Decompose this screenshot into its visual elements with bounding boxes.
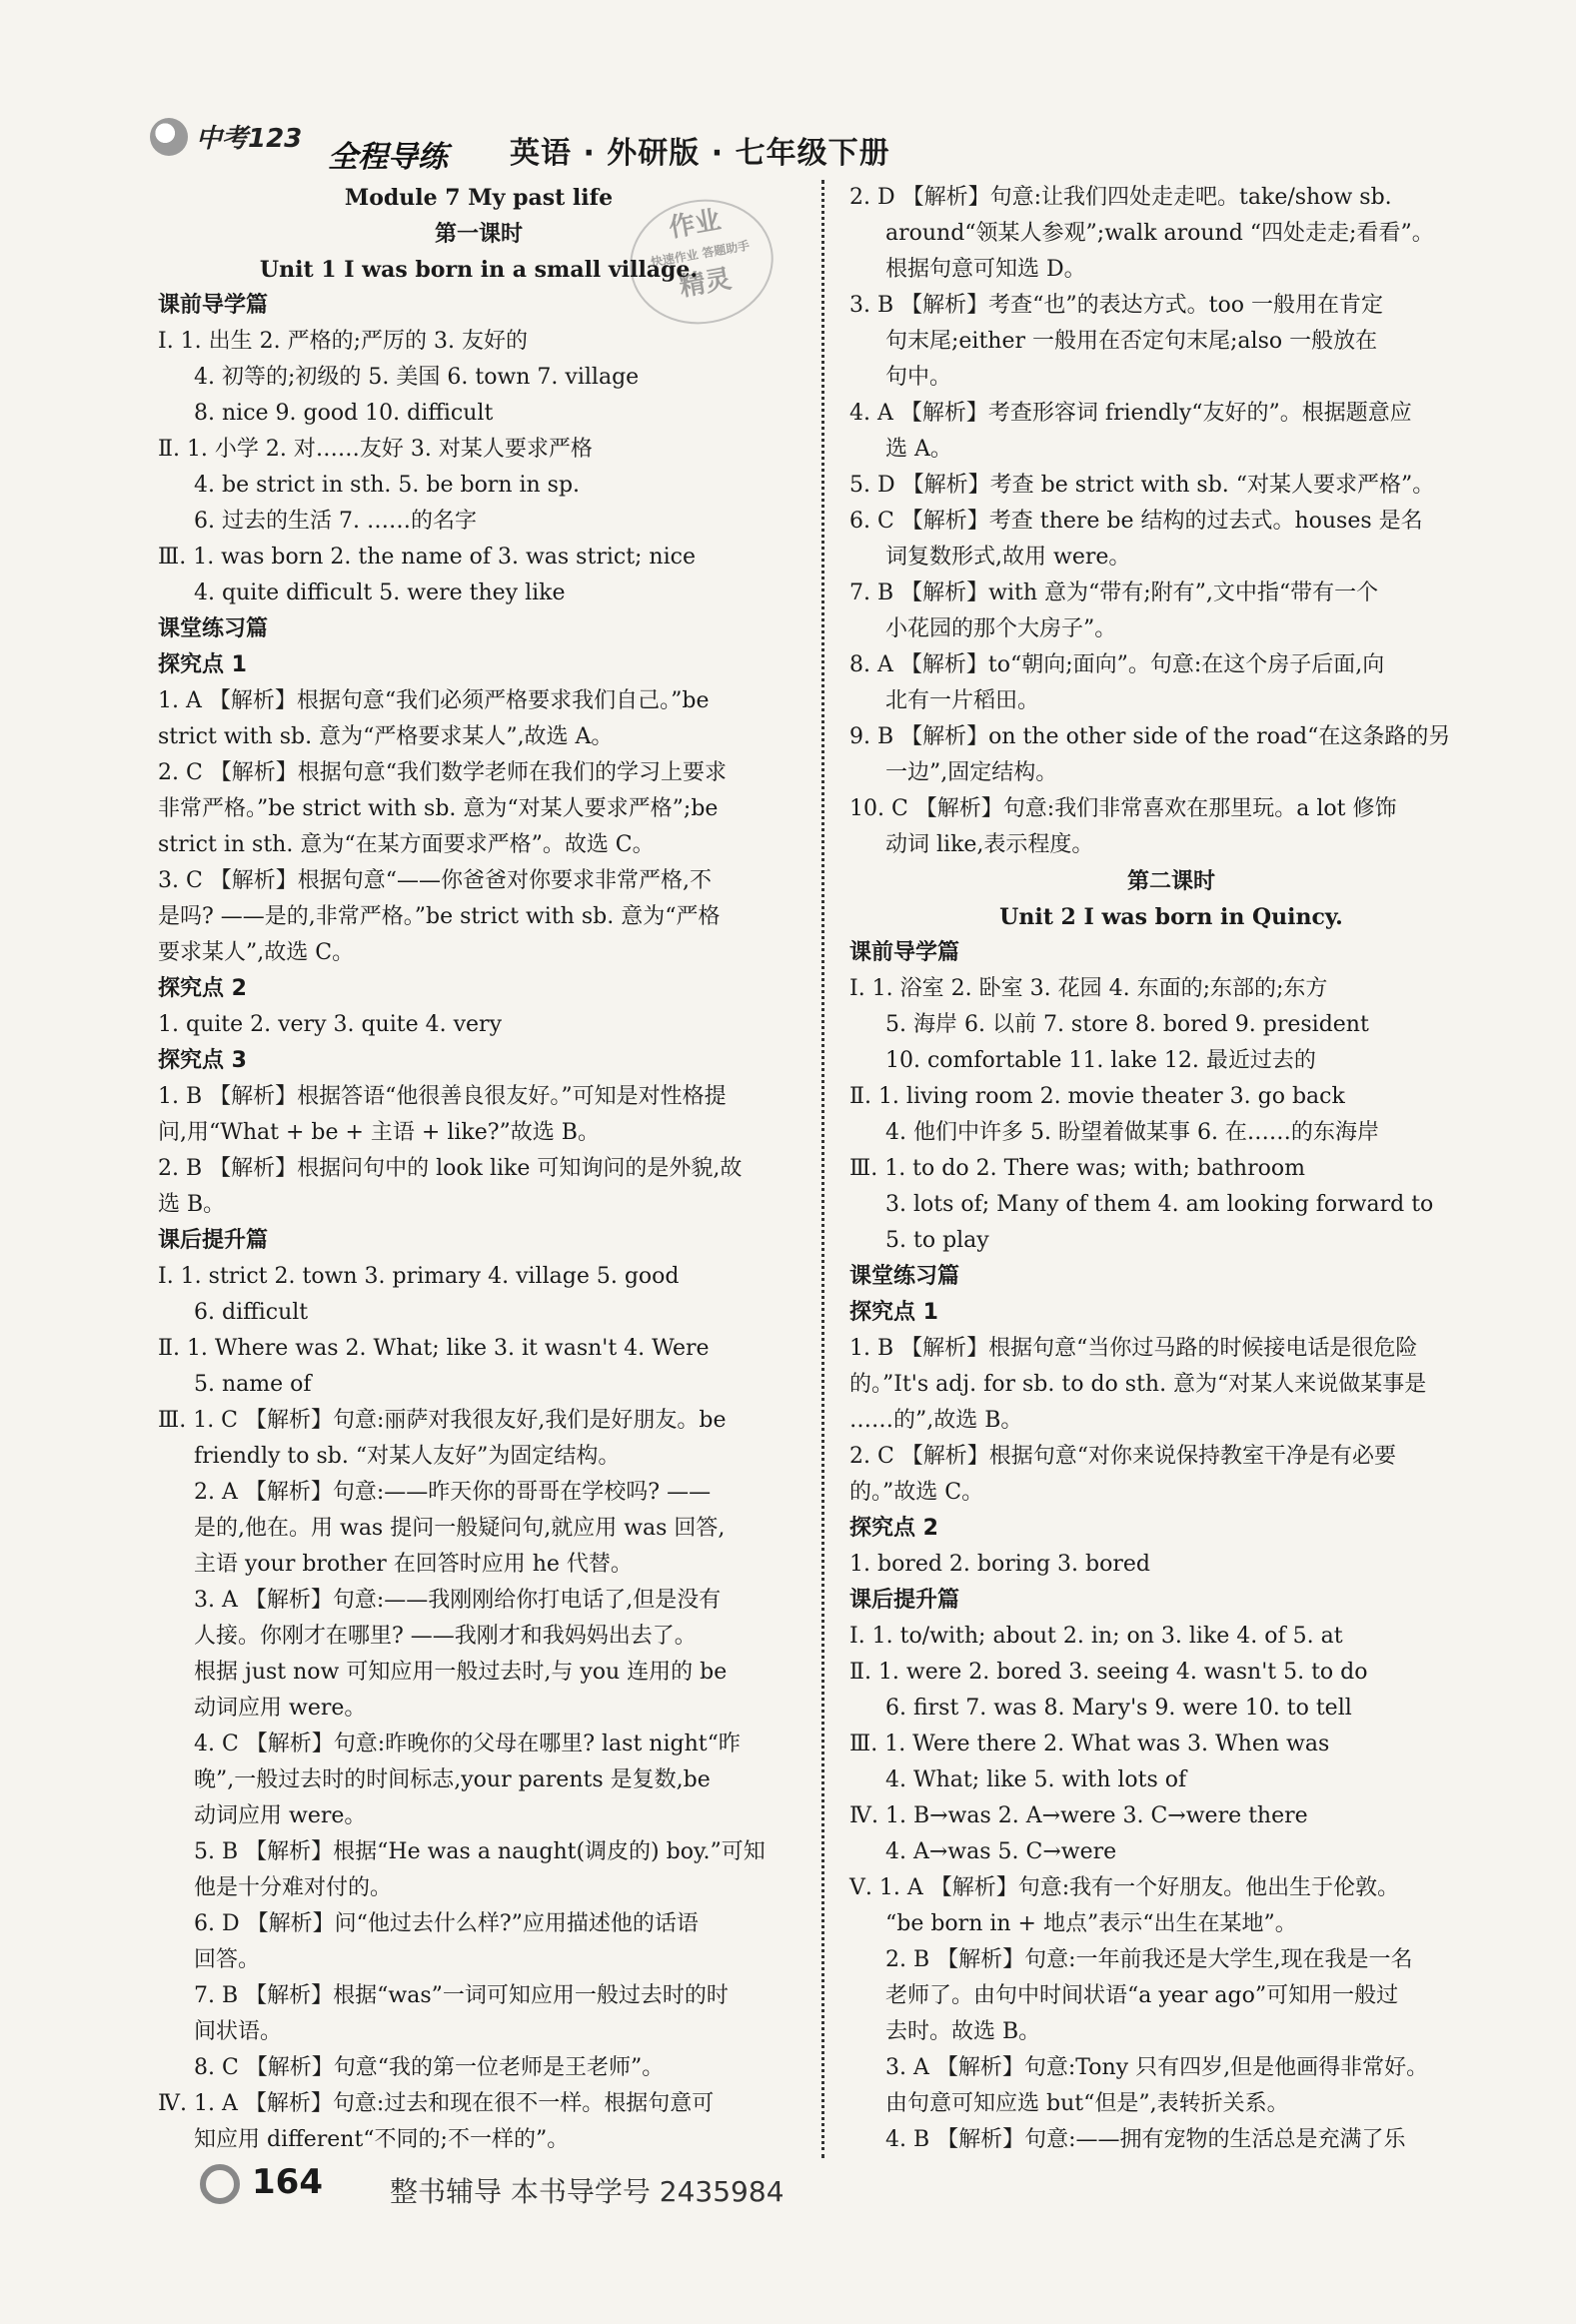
answer-line: 由句意可知应选 but“但是”,表转折关系。	[885, 2091, 1289, 2116]
answer-line: 1. A 【解析】根据句意“我们必须严格要求我们自己。”be	[158, 688, 710, 713]
answer-line: 3. B 【解析】考查“也”的表达方式。too 一般用在肯定	[849, 293, 1383, 318]
section-heading: Module 7 My past life	[344, 185, 614, 211]
answer-line: 4. What; like 5. with lots of	[885, 1767, 1187, 1792]
answer-line: 3. A 【解析】句意:Tony 只有四岁,但是他画得非常好。	[885, 2055, 1429, 2080]
section-heading: 课前导学篇	[158, 293, 269, 318]
section-heading: 课前导学篇	[849, 940, 960, 965]
right-answer-column	[849, 180, 1493, 2158]
answer-line: 4. 他们中许多 5. 盼望着做某事 6. 在……的东海岸	[885, 1120, 1379, 1145]
answer-line: 根据 just now 可知应用一般过去时,与 you 连用的 be	[194, 1660, 728, 1685]
answer-line: 2. C 【解析】根据句意“对你来说保持教室干净是有必要	[849, 1444, 1397, 1469]
answer-line: 6. C 【解析】考查 there be 结构的过去式。houses 是名	[849, 509, 1423, 534]
answer-line: 根据句意可知选 D。	[885, 257, 1086, 282]
answer-line: 5. name of	[194, 1372, 312, 1397]
answer-line: 5. D 【解析】考查 be strict with sb. “对某人要求严格”。	[849, 473, 1435, 498]
section-heading: 课堂练习篇	[849, 1264, 960, 1289]
section-heading: 第二课时	[1126, 868, 1215, 894]
answer-line: 回答。	[194, 1947, 261, 1972]
answer-line: 10. comfortable 11. lake 12. 最近过去的	[885, 1048, 1316, 1073]
answer-line: 6. 过去的生活 7. ……的名字	[194, 509, 477, 534]
answer-line: 的。”故选 C。	[849, 1480, 984, 1505]
section-heading: Unit 1 I was born in a small village.	[259, 257, 699, 283]
answer-line: ……的”,故选 B。	[849, 1408, 1023, 1433]
section-heading: 课后提升篇	[158, 1228, 269, 1253]
page-number: 164	[252, 2162, 323, 2202]
answer-line: 要求某人”,故选 C。	[158, 940, 355, 965]
answer-line: Ⅱ. 1. were 2. bored 3. seeing 4. wasn't 5. to do	[849, 1660, 1368, 1685]
answer-line: strict with sb. 意为“严格要求某人”,故选 A。	[158, 724, 614, 749]
answer-line: 2. A 【解析】句意:——昨天你的哥哥在学校吗? ——	[194, 1480, 712, 1505]
answer-line: 主语 your brother 在回答时应用 he 代替。	[194, 1552, 633, 1577]
answer-line: Ⅴ. 1. A 【解析】句意:我有一个好朋友。他出生于伦敦。	[849, 1875, 1400, 1900]
page-footer	[200, 2160, 1399, 2220]
page-number-ring-icon	[200, 2164, 240, 2204]
answer-line: 句末尾;either 一般用在否定句末尾;also 一般放在	[885, 329, 1378, 354]
answer-line: 4. 初等的;初级的 5. 美国 6. town 7. village	[194, 365, 640, 390]
answer-line: 4. A→was 5. C→were	[885, 1839, 1117, 1864]
answer-line: Ⅰ. 1. 浴室 2. 卧室 3. 花园 4. 东面的;东部的;东方	[849, 976, 1328, 1001]
answer-line: 4. C 【解析】句意:昨晚你的父母在哪里? last night“昨	[194, 1732, 741, 1756]
answer-line: Ⅱ. 1. living room 2. movie theater 3. go back	[849, 1084, 1345, 1109]
answer-line: 一边”,固定结构。	[885, 760, 1058, 785]
answer-line: Ⅰ. 1. 出生 2. 严格的;严厉的 3. 友好的	[158, 329, 529, 354]
answer-line: Ⅲ. 1. C 【解析】句意:丽萨对我很友好,我们是好朋友。be	[158, 1408, 727, 1433]
answer-line: 选 A。	[885, 437, 952, 462]
answer-line: 选 B。	[158, 1192, 226, 1217]
answer-line: 2. C 【解析】根据句意“我们数学老师在我们的学习上要求	[158, 760, 728, 785]
answer-line: 3. A 【解析】句意:——我刚刚给你打电话了,但是没有	[194, 1588, 722, 1613]
section-heading: 第一课时	[434, 221, 523, 247]
answer-line: 4. A 【解析】考查形容词 friendly“友好的”。根据题意应	[849, 401, 1412, 426]
watermark-sub: 快速作业 答题助手	[650, 238, 752, 270]
answer-line: 3. lots of; Many of them 4. am looking forward to	[885, 1192, 1434, 1217]
answer-line: 动词应用 were。	[194, 1803, 367, 1828]
book-title: 英语 · 外研版 · 七年级下册	[510, 136, 890, 171]
left-answer-column	[158, 180, 799, 2158]
answer-line: 5. to play	[885, 1228, 989, 1253]
answer-line: 是吗? ——是的,非常严格。”be strict with sb. 意为“严格	[158, 904, 721, 929]
answer-line: 他是十分难对付的。	[194, 1875, 393, 1900]
answer-line: Ⅲ. 1. was born 2. the name of 3. was strict; nice	[158, 545, 696, 570]
answer-line: friendly to sb. “对某人友好”为固定结构。	[194, 1444, 621, 1469]
section-heading: 探究点 1	[158, 652, 247, 677]
answer-line: 1. bored 2. boring 3. bored	[849, 1552, 1150, 1577]
answer-line: 8. A 【解析】to“朝向;面向”。句意:在这个房子后面,向	[849, 652, 1385, 677]
column-divider	[821, 180, 824, 2158]
logo-icon	[150, 118, 188, 156]
footer-guide-number: 整书辅导 本书导学号 2435984	[390, 2175, 785, 2208]
answer-line: 2. B 【解析】句意:一年前我还是大学生,现在我是一名	[885, 1947, 1413, 1972]
page-header	[150, 112, 1449, 175]
answer-line: 句中。	[885, 365, 952, 390]
answer-line: 6. first 7. was 8. Mary's 9. were 10. to tell	[885, 1696, 1352, 1721]
section-heading: 课后提升篇	[849, 1588, 960, 1613]
answer-line: 北有一片稻田。	[885, 688, 1040, 713]
answer-line: Ⅰ. 1. to/with; about 2. in; on 3. like 4. of 5. at	[849, 1624, 1343, 1649]
answer-line: “be born in + 地点”表示“出生在某地”。	[885, 1911, 1297, 1936]
answer-line: 3. C 【解析】根据句意“——你爸爸对你要求非常严格,不	[158, 868, 713, 893]
answer-line: 4. B 【解析】句意:——拥有宠物的生活总是充满了乐	[885, 2127, 1406, 2152]
answer-line: 2. D 【解析】句意:让我们四处走走吧。take/show sb.	[849, 185, 1392, 210]
logo-text: 中考123	[196, 124, 303, 154]
answer-line: strict in sth. 意为“在某方面要求严格”。故选 C。	[158, 832, 655, 857]
answer-line: 1. B 【解析】根据句意“当你过马路的时候接电话是很危险	[849, 1336, 1418, 1361]
answer-line: Ⅰ. 1. strict 2. town 3. primary 4. village 5. good	[158, 1264, 680, 1289]
watermark-line1: 作业	[667, 205, 724, 244]
section-heading: 探究点 3	[158, 1048, 247, 1073]
series-tagline: 全程导练	[328, 140, 448, 175]
answer-line: 8. C 【解析】句意“我的第一位老师是王老师”。	[194, 2055, 665, 2080]
answer-line: 词复数形式,故用 were。	[885, 545, 1131, 570]
answer-line: 6. difficult	[194, 1300, 309, 1325]
answer-line: Ⅲ. 1. Were there 2. What was 3. When was	[849, 1732, 1330, 1756]
answer-line: 9. B 【解析】on the other side of the road“在这条路的另	[849, 724, 1451, 749]
answer-line: 动词 like,表示程度。	[885, 832, 1094, 857]
answer-line: 7. B 【解析】with 意为“带有;附有”,文中指“带有一个	[849, 581, 1379, 605]
section-heading: 探究点 1	[849, 1300, 938, 1325]
answer-line: 人接。你刚才在哪里? ——我刚才和我妈妈出去了。	[194, 1624, 697, 1649]
section-heading: 探究点 2	[849, 1516, 938, 1541]
answer-line: 1. B 【解析】根据答语“他很善良很友好。”可知是对性格提	[158, 1084, 727, 1109]
answer-line: 4. quite difficult 5. were they like	[194, 581, 566, 605]
section-heading: 课堂练习篇	[158, 616, 269, 641]
answer-line: 晚”,一般过去时的时间标志,your parents 是复数,be	[194, 1767, 711, 1792]
answer-line: 是的,他在。用 was 提问一般疑问句,就应用 was 回答,	[194, 1516, 726, 1541]
answer-line: 1. quite 2. very 3. quite 4. very	[158, 1012, 502, 1037]
watermark-line2: 精灵	[677, 264, 735, 303]
answer-line: Ⅱ. 1. 小学 2. 对……友好 3. 对某人要求严格	[158, 437, 593, 462]
answer-line: 间状语。	[194, 2019, 283, 2044]
answer-line: 5. 海岸 6. 以前 7. store 8. bored 9. president	[885, 1012, 1369, 1037]
answer-line: 动词应用 were。	[194, 1696, 367, 1721]
answer-line: 7. B 【解析】根据“was”一词可知应用一般过去时的时	[194, 1983, 729, 2008]
answer-line: 2. B 【解析】根据问句中的 look like 可知询问的是外貌,故	[158, 1156, 743, 1181]
answer-line: 的。”It's adj. for sb. to do sth. 意为“对某人来说做某事是	[849, 1372, 1427, 1397]
answer-line: 老师了。由句中时间状语“a year ago”可知用一般过	[885, 1983, 1399, 2008]
answer-line: 8. nice 9. good 10. difficult	[194, 401, 494, 426]
answer-line: 非常严格。”be strict with sb. 意为“对某人要求严格”;be	[158, 796, 719, 821]
answer-line: Ⅳ. 1. A 【解析】句意:过去和现在很不一样。根据句意可	[158, 2091, 715, 2116]
answer-line: 5. B 【解析】根据“He was a naught(调皮的) boy.”可知	[194, 1839, 766, 1864]
answer-line: 去时。故选 B。	[885, 2019, 1041, 2044]
answer-line: Ⅳ. 1. B→was 2. A→were 3. C→were there	[849, 1803, 1308, 1828]
answer-line: Ⅲ. 1. to do 2. There was; with; bathroom	[849, 1156, 1305, 1181]
section-heading: Unit 2 I was born in Quincy.	[999, 904, 1343, 930]
answer-line: 10. C 【解析】句意:我们非常喜欢在那里玩。a lot 修饰	[849, 796, 1397, 821]
answer-line: 问,用“What + be + 主语 + like?”故选 B。	[158, 1120, 600, 1145]
answer-line: Ⅱ. 1. Where was 2. What; like 3. it wasn't 4. Were	[158, 1336, 710, 1361]
answer-line: 小花园的那个大房子”。	[885, 616, 1117, 641]
answer-line: 知应用 different“不同的;不一样的”。	[194, 2127, 570, 2152]
answer-line: 4. be strict in sth. 5. be born in sp.	[194, 473, 581, 498]
section-heading: 探究点 2	[158, 976, 247, 1001]
answer-line: 6. D 【解析】问“他过去什么样?”应用描述他的话语	[194, 1911, 699, 1936]
answer-line: around“领某人参观”;walk around “四处走走;看看”。	[885, 221, 1434, 246]
